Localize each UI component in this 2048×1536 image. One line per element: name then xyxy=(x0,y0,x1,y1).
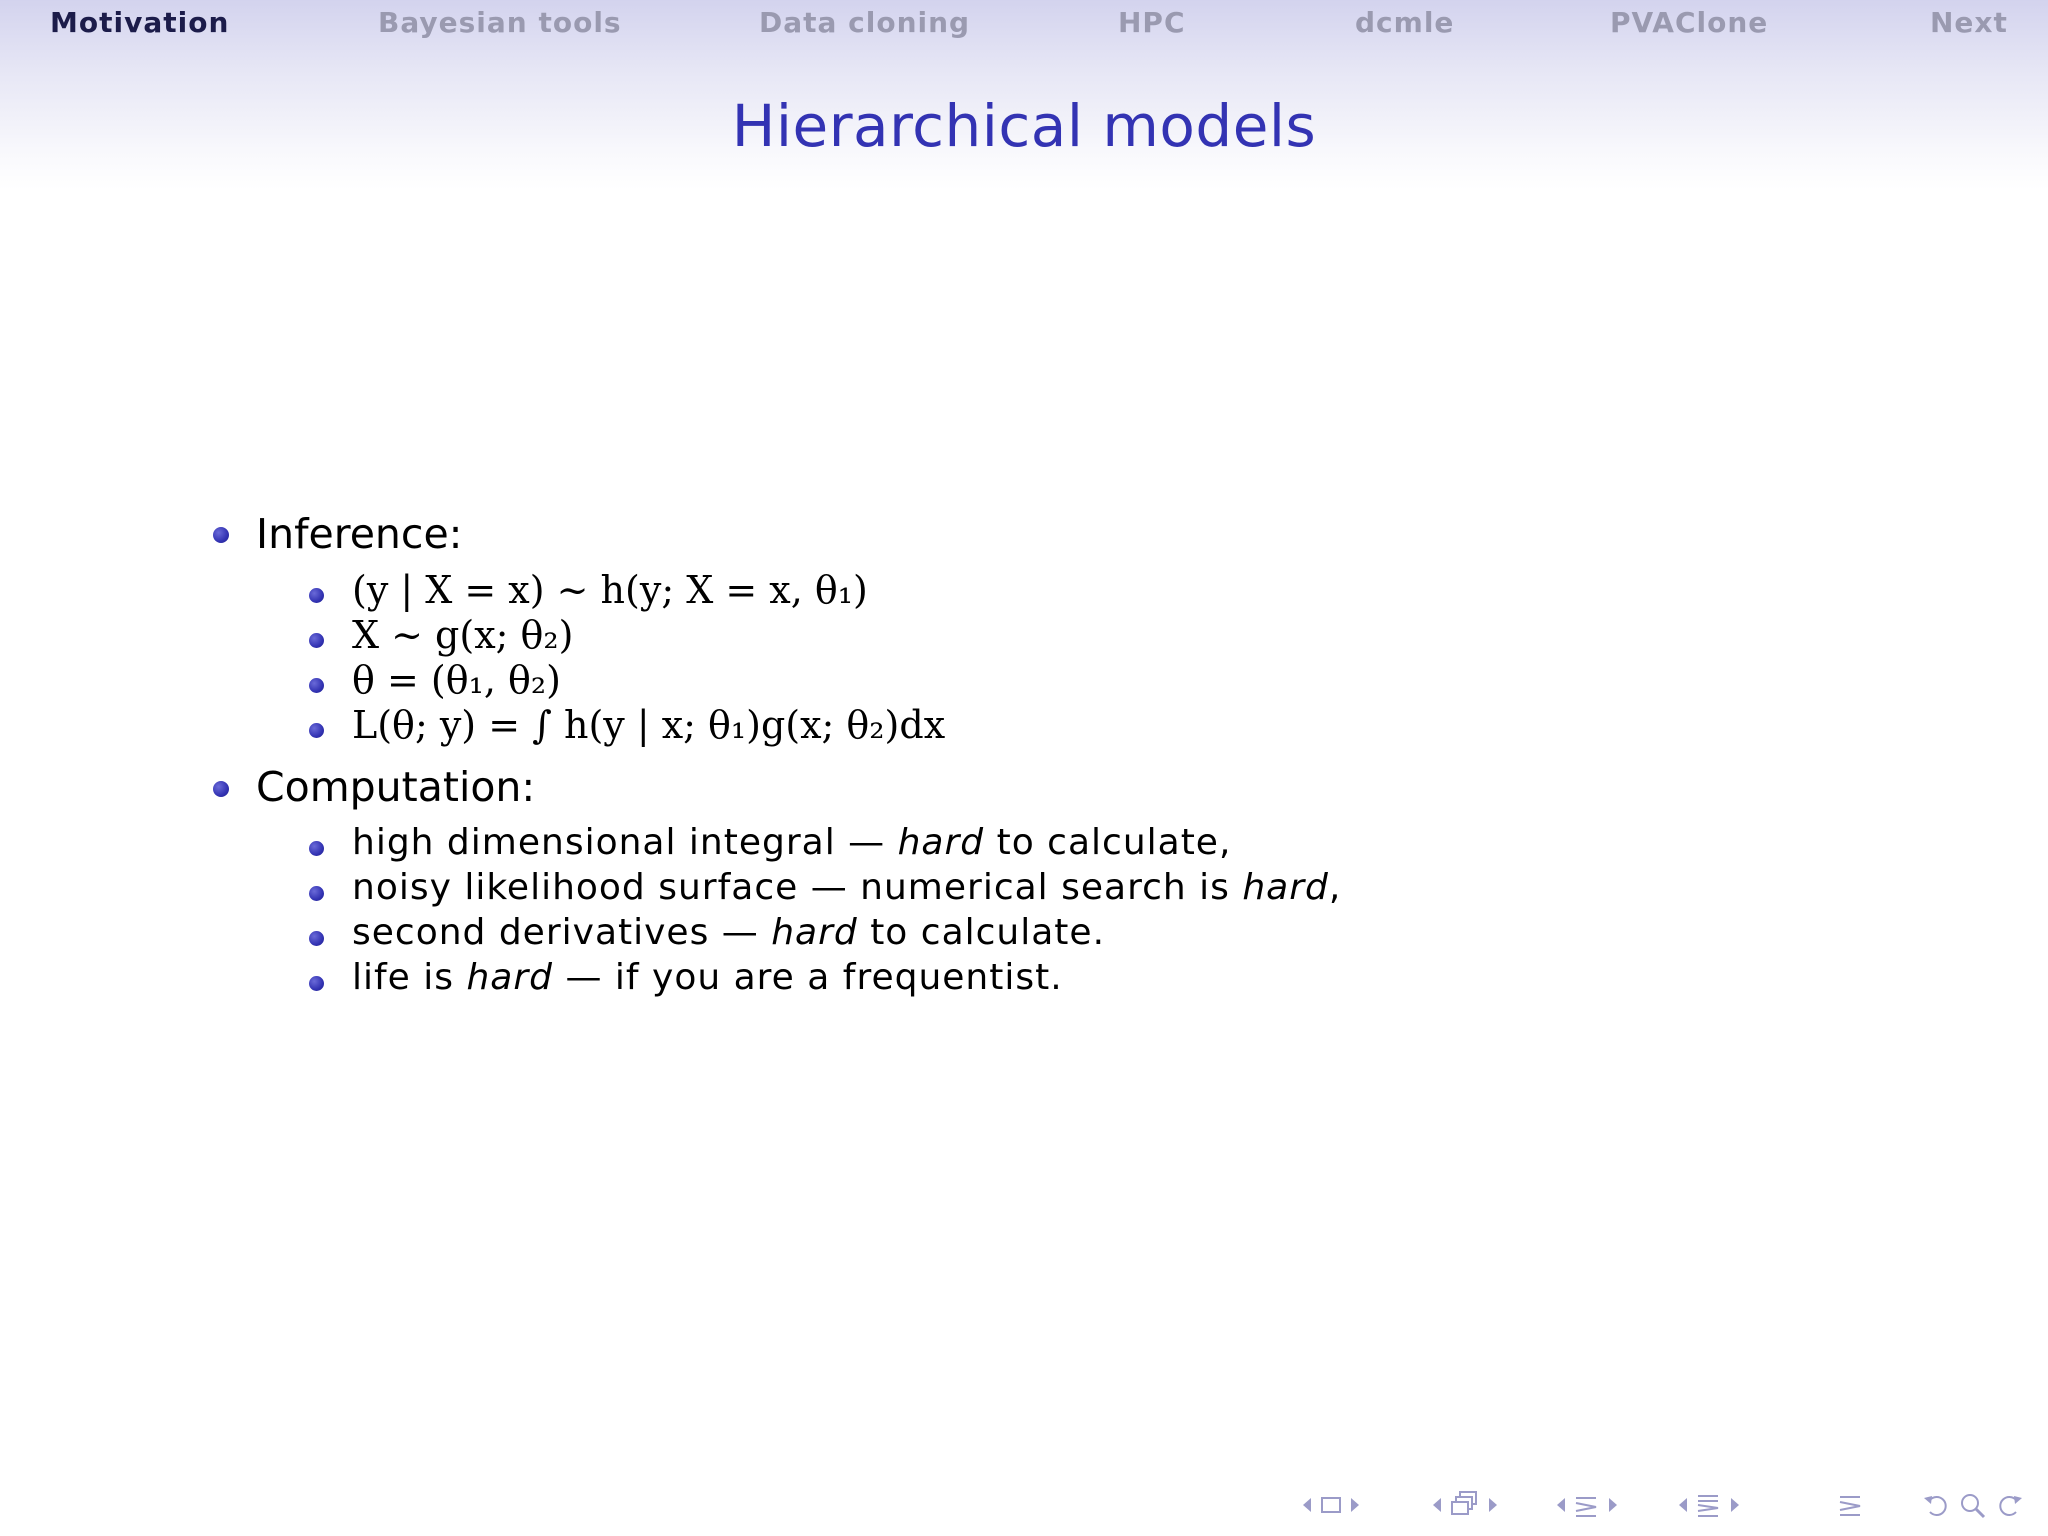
bullet-icon xyxy=(309,886,324,901)
slide-prev-icon[interactable] xyxy=(1300,1488,1314,1522)
item-text: noisy likelihood surface — numerical search is xyxy=(352,867,1243,908)
nav-item-data-cloning[interactable]: Data cloning xyxy=(759,6,971,39)
item-text: to calculate, xyxy=(984,822,1232,863)
nav-item-pvaclone[interactable]: PVAClone xyxy=(1610,6,1769,39)
item-text: , xyxy=(1328,867,1342,908)
bullet-icon xyxy=(309,723,324,738)
bullet-icon xyxy=(309,931,324,946)
computation-item xyxy=(352,912,1105,953)
back-icon[interactable] xyxy=(1920,1488,1954,1522)
bullet-icon xyxy=(309,678,324,693)
nav-item-dcmle[interactable]: dcmle xyxy=(1355,6,1455,39)
slide-title: Hierarchical models xyxy=(731,92,1317,160)
slide-next-icon[interactable] xyxy=(1348,1488,1362,1522)
formula-x-distribution: X ~ g(x; θ₂) xyxy=(352,613,574,657)
item-text: — if you are a frequentist. xyxy=(553,957,1063,998)
frame-prev-icon[interactable] xyxy=(1430,1488,1444,1522)
item-text: to calculate. xyxy=(857,912,1106,953)
bullet-icon xyxy=(213,527,229,543)
section-heading-inference: Inference: xyxy=(256,510,463,558)
nav-item-motivation[interactable]: Motivation xyxy=(50,6,230,39)
subsection-icon[interactable] xyxy=(1572,1488,1602,1522)
item-emphasis: hard xyxy=(771,912,858,953)
section-navigation xyxy=(0,6,2048,46)
computation-item xyxy=(352,822,1231,863)
toc-icon[interactable] xyxy=(1836,1488,1866,1522)
subsection-next-icon[interactable] xyxy=(1606,1488,1620,1522)
nav-item-next[interactable]: Next xyxy=(1930,6,2008,39)
item-text: second derivatives — xyxy=(352,912,772,953)
computation-item xyxy=(352,957,1063,998)
bullet-icon xyxy=(309,841,324,856)
navigation-controls xyxy=(1300,1488,2040,1522)
item-text: high dimensional integral — xyxy=(352,822,898,863)
item-emphasis: hard xyxy=(466,957,554,998)
formula-theta: θ = (θ₁, θ₂) xyxy=(352,658,561,702)
formula-conditional-y: (y | X = x) ~ h(y; X = x, θ₁) xyxy=(352,568,868,612)
bullet-icon xyxy=(309,633,324,648)
frame-next-icon[interactable] xyxy=(1486,1488,1500,1522)
search-icon[interactable] xyxy=(1956,1488,1990,1522)
bullet-icon xyxy=(213,781,229,797)
computation-item xyxy=(352,867,1341,908)
forward-icon[interactable] xyxy=(1992,1488,2026,1522)
nav-item-hpc[interactable]: HPC xyxy=(1118,6,1186,39)
slide-icon[interactable] xyxy=(1318,1488,1344,1522)
item-emphasis: hard xyxy=(897,822,985,863)
section-icon[interactable] xyxy=(1694,1488,1724,1522)
formula-likelihood: L(θ; y) = ∫ h(y | x; θ₁)g(x; θ₂)dx xyxy=(352,703,946,747)
section-heading-computation: Computation: xyxy=(256,763,536,811)
item-emphasis: hard xyxy=(1242,867,1329,908)
nav-item-bayesian-tools[interactable]: Bayesian tools xyxy=(378,6,622,39)
bullet-icon xyxy=(309,588,324,603)
item-text: life is xyxy=(352,957,467,998)
subsection-prev-icon[interactable] xyxy=(1554,1488,1568,1522)
frame-icon[interactable] xyxy=(1448,1488,1482,1522)
section-prev-icon[interactable] xyxy=(1676,1488,1690,1522)
section-next-icon[interactable] xyxy=(1728,1488,1742,1522)
bullet-icon xyxy=(309,976,324,991)
